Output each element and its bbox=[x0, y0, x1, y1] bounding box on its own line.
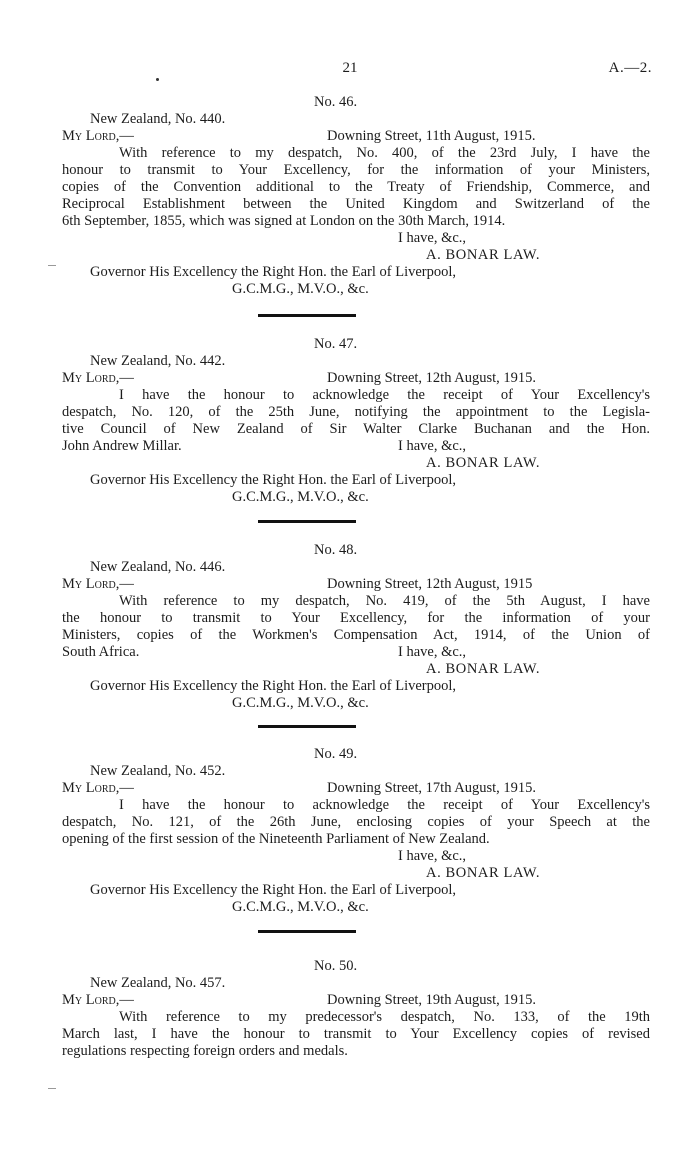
place-date: Downing Street, 12th August, 1915. bbox=[327, 370, 537, 386]
body-line: With reference to my predecessor's despatch, No. 133, of the 19th bbox=[119, 1009, 650, 1025]
salutation: My Lord,— bbox=[62, 576, 134, 592]
margin-tick bbox=[48, 1088, 56, 1089]
closing: I have, &c., bbox=[398, 848, 467, 864]
new-zealand-reference: New Zealand, No. 446. bbox=[90, 559, 226, 575]
body-line: tive Council of New Zealand of Sir Walter Clarke Buchanan and the Hon. bbox=[62, 421, 650, 437]
place-date: Downing Street, 17th August, 1915. bbox=[327, 780, 537, 796]
addressee-honours: G.C.M.G., M.V.O., &c. bbox=[232, 695, 369, 711]
addressee-honours: G.C.M.G., M.V.O., &c. bbox=[232, 899, 369, 915]
body-line: March last, I have the honour to transmit to Your Excellency copies of revised bbox=[62, 1026, 650, 1042]
signature: A. BONAR LAW. bbox=[426, 661, 541, 677]
closing: I have, &c., bbox=[398, 230, 467, 246]
ink-dot bbox=[156, 78, 159, 81]
new-zealand-reference: New Zealand, No. 452. bbox=[90, 763, 226, 779]
new-zealand-reference: New Zealand, No. 442. bbox=[90, 353, 226, 369]
despatch-number: No. 47. bbox=[314, 336, 358, 352]
addressee: Governor His Excellency the Right Hon. the Earl of Liverpool, bbox=[90, 472, 457, 488]
body-line: 6th September, 1855, which was signed at London on the 30th March, 1914. bbox=[62, 213, 506, 229]
salutation: My Lord,— bbox=[62, 370, 134, 386]
new-zealand-reference: New Zealand, No. 457. bbox=[90, 975, 226, 991]
despatch-number: No. 50. bbox=[314, 958, 358, 974]
addressee: Governor His Excellency the Right Hon. the Earl of Liverpool, bbox=[90, 678, 457, 694]
new-zealand-reference: New Zealand, No. 440. bbox=[90, 111, 226, 127]
section-rule bbox=[258, 930, 356, 933]
body-line: copies of the Convention additional to the Treaty of Friendship, Commerce, and bbox=[62, 179, 650, 195]
salutation: My Lord,— bbox=[62, 992, 134, 1008]
body-line: With reference to my despatch, No. 419, of the 5th August, I have bbox=[119, 593, 650, 609]
closing: I have, &c., bbox=[398, 438, 467, 454]
section-rule bbox=[258, 520, 356, 523]
body-line: the honour to transmit to Your Excellency, for the information of your bbox=[62, 610, 650, 626]
despatch-number: No. 49. bbox=[314, 746, 358, 762]
section-rule bbox=[258, 314, 356, 317]
salutation: My Lord,— bbox=[62, 780, 134, 796]
body-line: Reciprocal Establishment between the United Kingdom and Switzerland of the bbox=[62, 196, 650, 212]
place-date: Downing Street, 19th August, 1915. bbox=[327, 992, 537, 1008]
salutation: My Lord,— bbox=[62, 128, 134, 144]
body-line: opening of the first session of the Nineteenth Parliament of New Zealand. bbox=[62, 831, 490, 847]
page-reference: A.—2. bbox=[608, 60, 652, 76]
margin-tick bbox=[48, 265, 56, 266]
closing: I have, &c., bbox=[398, 644, 467, 660]
despatch-number: No. 48. bbox=[314, 542, 358, 558]
body-line: I have the honour to acknowledge the receipt of Your Excellency's bbox=[119, 797, 650, 813]
despatch-number: No. 46. bbox=[314, 94, 358, 110]
addressee-honours: G.C.M.G., M.V.O., &c. bbox=[232, 489, 369, 505]
place-date: Downing Street, 12th August, 1915 bbox=[327, 576, 533, 592]
body-line: John Andrew Millar. bbox=[62, 438, 182, 454]
body-line: regulations respecting foreign orders and medals. bbox=[62, 1043, 348, 1059]
body-line: Ministers, copies of the Workmen's Compensation Act, 1914, of the Union of bbox=[62, 627, 650, 643]
signature: A. BONAR LAW. bbox=[426, 247, 541, 263]
signature: A. BONAR LAW. bbox=[426, 865, 541, 881]
body-line: South Africa. bbox=[62, 644, 140, 660]
signature: A. BONAR LAW. bbox=[426, 455, 541, 471]
body-line: I have the honour to acknowledge the receipt of Your Excellency's bbox=[119, 387, 650, 403]
body-line: despatch, No. 120, of the 25th June, notifying the appointment to the Legisla- bbox=[62, 404, 650, 420]
addressee: Governor His Excellency the Right Hon. the Earl of Liverpool, bbox=[90, 882, 457, 898]
page-number: 21 bbox=[342, 60, 358, 76]
section-rule bbox=[258, 725, 356, 728]
addressee: Governor His Excellency the Right Hon. the Earl of Liverpool, bbox=[90, 264, 457, 280]
body-line: honour to transmit to Your Excellency, for the information of your Ministers, bbox=[62, 162, 650, 178]
addressee-honours: G.C.M.G., M.V.O., &c. bbox=[232, 281, 369, 297]
body-line: With reference to my despatch, No. 400, of the 23rd July, I have the bbox=[119, 145, 650, 161]
place-date: Downing Street, 11th August, 1915. bbox=[327, 128, 536, 144]
body-line: despatch, No. 121, of the 26th June, enclosing copies of your Speech at the bbox=[62, 814, 650, 830]
